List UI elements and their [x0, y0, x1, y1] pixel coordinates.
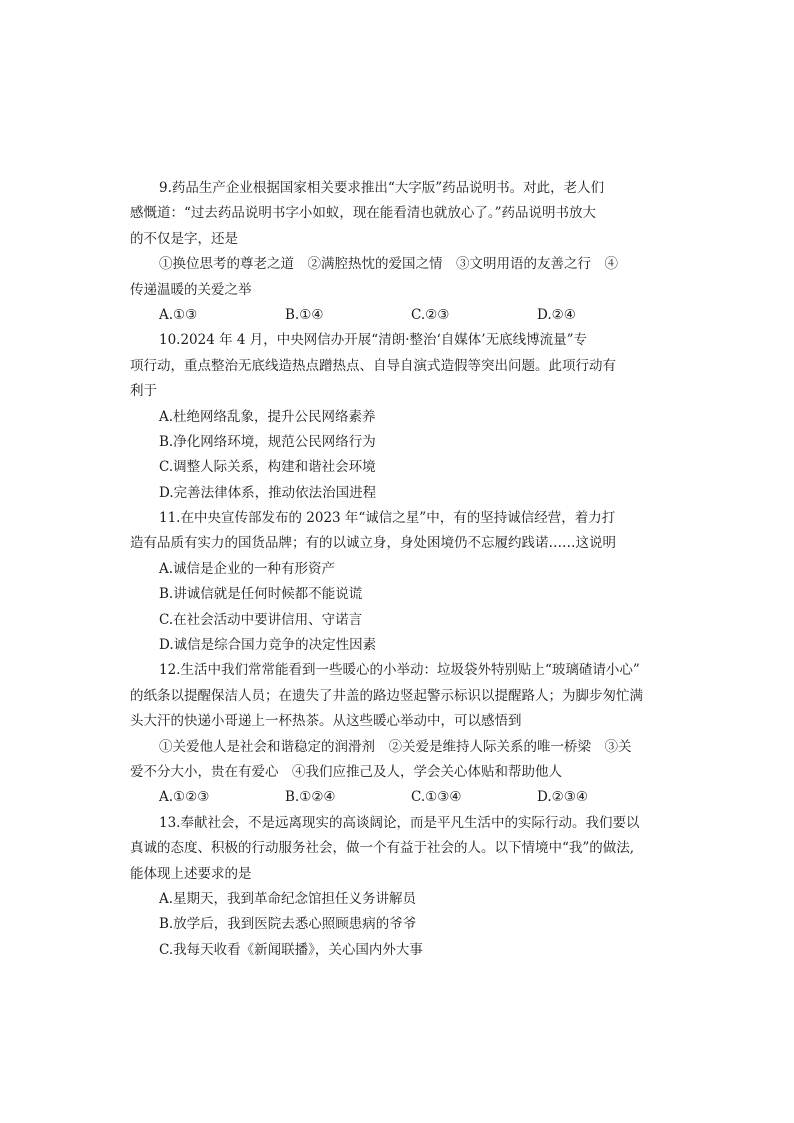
q10-option-d: D.完善法律体系，推动依法治国进程: [159, 484, 377, 501]
question-9: [130, 176, 668, 328]
q12-options: [130, 785, 668, 810]
q9-option-c: C.②③: [411, 306, 450, 323]
question-13: [130, 811, 668, 963]
q9-option-d: D.②④: [537, 306, 576, 323]
q9-option-b: B.①④: [285, 306, 324, 323]
q9-statement-line: ①换位思考的尊老之道 ②满腔热忱的爱国之情 ③文明用语的友善之行 ④: [159, 256, 618, 273]
q13-stem-line: 13.奉献社会，不是远离现实的高谈阔论，而是平凡生活中的实际行动。我们要以: [159, 814, 640, 831]
q11-stem-line: 11.在中央宣传部发布的 2023 年“诚信之星”中，有的坚持诚信经营，着力打: [159, 510, 616, 527]
q11-option-c: C.在社会活动中要讲信用、守诺言: [159, 611, 363, 628]
q9-stem-line: 9.药品生产企业根据国家相关要求推出“大字版”药品说明书。对此，老人们: [159, 180, 605, 196]
q9-options: [130, 303, 668, 328]
q9-statement-line: 传递温暖的关爱之举: [130, 281, 252, 298]
question-11: [130, 506, 668, 658]
q11-stem-line: 造有品质有实力的国货品牌；有的以诚立身，身处困境仍不忘履约践诺……这说明: [130, 535, 616, 552]
q13-stem-line: 真诚的态度、积极的行动服务社会，做一个有益于社会的人。以下情境中“我”的做法,: [130, 840, 635, 857]
q12-statement-line: ①关爱他人是社会和谐稳定的润滑剂 ②关爱是维持人际关系的唯一桥梁 ③关: [159, 738, 632, 755]
q10-stem-line: 利于: [130, 383, 157, 400]
q13-option-a: A.星期天，我到革命纪念馆担任义务讲解员: [159, 890, 417, 907]
q9-option-a: A.①③: [159, 306, 198, 323]
question-12: [130, 658, 668, 810]
q12-option-c: C.①③④: [411, 789, 462, 806]
q13-option-b: B.放学后，我到医院去悉心照顾患病的爷爷: [159, 916, 417, 933]
q12-stem-line: 头大汗的快递小哥递上一杯热茶。从这些暖心举动中，可以感悟到: [130, 713, 522, 730]
exam-content: [130, 176, 668, 963]
q12-stem-line: 的纸条以提醒保洁人员；在遗失了井盖的路边竖起警示标识以提醒路人；为脚步匆忙满: [130, 687, 643, 704]
q13-option-c: C.我每天收看《新闻联播》，关心国内外大事: [159, 941, 423, 958]
q11-option-b: B.讲诚信就是任何时候都不能说谎: [159, 586, 363, 603]
question-10: [130, 328, 668, 506]
q13-stem-line: 能体现上述要求的是: [130, 865, 252, 882]
q12-option-d: D.②③④: [537, 789, 588, 806]
q10-stem-line: 10.2024 年 4 月，中央网信办开展“清朗·整治‘自媒体’无底线博流量”专: [159, 332, 587, 349]
q9-stem-line: 的不仅是字，还是: [130, 230, 238, 247]
q10-option-b: B.净化网络环境，规范公民网络行为: [159, 433, 376, 450]
q12-option-b: B.①②④: [285, 789, 336, 806]
q12-option-a: A.①②③: [159, 789, 210, 806]
q11-option-d: D.诚信是综合国力竞争的决定性因素: [159, 637, 377, 654]
q10-option-a: A.杜绝网络乱象，提升公民网络素养: [159, 408, 376, 425]
q12-stem-line: 12.生活中我们常常能看到一些暖心的小举动：垃圾袋外特别贴上“玻璃碴请小心”: [159, 662, 640, 679]
q10-stem-line: 项行动，重点整治无底线造热点蹭热点、自导自演式造假等突出问题。此项行动有: [130, 357, 616, 374]
q10-option-c: C.调整人际关系，构建和谐社会环境: [159, 459, 376, 476]
q11-option-a: A.诚信是企业的一种有形资产: [159, 560, 336, 577]
q9-stem-line: 感慨道：“过去药品说明书字小如蚁，现在能看清也就放心了。”药品说明书放大: [130, 205, 597, 222]
q12-statement-line: 爱不分大小，贵在有爱心 ④我们应推己及人，学会关心体贴和帮助他人: [130, 763, 562, 780]
